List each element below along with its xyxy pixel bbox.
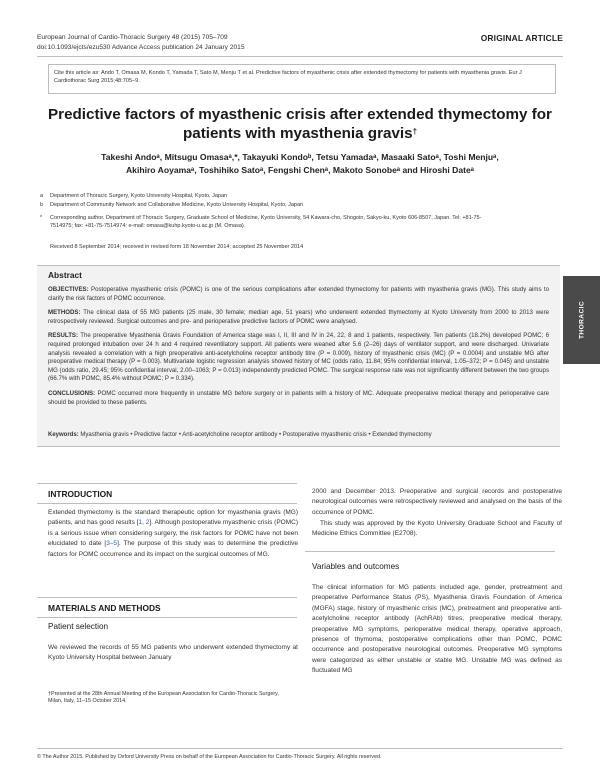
title-footnote-mark: † [412, 127, 418, 136]
mm-top-rule [37, 597, 297, 598]
materials-methods-heading: MATERIALS AND METHODS [48, 603, 161, 613]
conclusions-text: POMC occurred more frequently in unstable MG before surgery or in patients with a history of MC. Adequate preoperative medical therapy and perioperative care should be provided to these patients. [48, 389, 549, 406]
results-text: The preoperative Myasthenia Gravis Foundation of America stage was I, II, III and IV in 24, 22, 8 and 1 patients, respectively. Ten patients (18.2%) developed POMC; 6 required prolonged intubation over 24 h and 4 required reventilatory support. All patients were weaned after 5.6 (2–26) days of ventilator support, and were discharged. Univariate analysis revealed a correlation with a high preoperative anti-acetylcholine receptor antibody titre (P = 0.009), history of myasthenic crisis (MC) (P = 0.0004) and unstable MG after preoperative medical therapy (P = 0.003). Multivariate logistic regression analysis showed history of MC (odds ratio, 11.84; 95% confidential interval, 1.05–372; P = 0.045) and unstable MG (odds ratio, 29.45; 95% confidential interval, 2.00–1063; P = 0.013) independently predicted POMC. The surgical response rate was not significantly different between the two groups (66.7% with POMC, 85.4% without POMC; P = 0.334). [48, 332, 549, 383]
corresponding-mark: * [40, 215, 43, 221]
ref-link-3-5[interactable]: 3–5 [106, 540, 118, 548]
intro-top-rule [37, 483, 297, 484]
author-line-1: Takeshi Andoᵃ, Mitsugu Omasaᵃ,*, Takayuki Kondoᵇ, Tetsu Yamadaᵃ, Masaaki Satoᵃ, Toshi Menjuᵃ, [101, 152, 499, 162]
journal-doi-line: doi:10.1093/ejcts/ezu530 Advance Access publication 24 January 2015 [37, 43, 245, 51]
intro-text-c: ]. The purpose of this study was to determine the predictive factors for POMC occurrence and its impact on the surgical outcomes of MG. [48, 540, 298, 558]
affiliation-b-text: Department of Community Network and Collaborative Medicine, Kyoto University Hospital, Kyoto, Japan [50, 202, 304, 208]
title-line-2: patients with myasthenia gravis [182, 125, 413, 142]
corresponding-author [40, 215, 490, 230]
article-type-label: ORIGINAL ARTICLE [480, 33, 563, 43]
intro-paragraph [48, 508, 298, 560]
patient-selection-heading: Patient selection [48, 622, 109, 631]
journal-citation-line: European Journal of Cardio-Thoracic Surgery 48 (2015) 705–709 [37, 34, 228, 41]
abstract-results [48, 332, 549, 384]
methods-label: METHODS: [48, 309, 81, 317]
vo-top-rule [305, 551, 555, 552]
affiliation-a [40, 193, 490, 201]
corresponding-author-text: Corresponding author. Department of Thoracic Surgery, Graduate School of Medicine, Kyoto University, 54 Kawara-cho, Shogoin, Sakyo-ku, Kyoto 606-8507, Japan. Tel: +81-75-7514975; fax: +81-75-7514974; e-mail: omasa@kuhp.kyoto-u.ac.jp (M. Omasa). [50, 215, 482, 229]
affiliation-a-mark: a [40, 193, 44, 199]
methods-text: The clinical data of 55 MG patients (25 male, 30 female; median age, 51 years) who underwent extended thymectomy at Kyoto University from 2000 to 2013 were retrospectively reviewed. Surgical outcomes and pre- and perioperative predictive factors of POMC were analysed. [48, 309, 549, 325]
citation-label: Cite this article as: [54, 70, 100, 76]
title-line-1: Predictive factors of myasthenic crisis after extended thymectomy for [48, 106, 552, 123]
mm-bottom-rule [37, 617, 297, 618]
patient-selection-text: We reviewed the records of 55 MG patients who underwent extended thymectomy at Kyoto University Hospital between January [48, 644, 298, 662]
variables-outcomes-text: The clinical information for MG patients included age, gender, pretreatment and preoperative Performance Status (PS), Myasthenia Gravis Foundation of America (MGFA) stage, history of myasthenic crisis (MC), pretreatment and preoperative anti-acetylcholine receptor antibody (AchRAb) titres, preoperative medical therapy, preoperative MG symptoms, perioperative medical therapy, operative approach, presence of thymoma, postoperative complications other than POMC, POMC occurrence and postoperative neurological outcomes. Preoperative MG symptoms were categorized as either unstable or stable MG. Unstable MG was defined as fluctuated MG [312, 584, 562, 675]
variables-outcomes-heading: Variables and outcomes [312, 562, 400, 571]
right-paragraph-2: This study was approved by the Kyoto University Graduate School and Faculty of Medicine Ethics Committee (E2708). [312, 520, 562, 538]
section-side-tab [563, 276, 600, 364]
presentation-footnote: †Presented at the 28th Annual Meeting of the European Association for Cardio-Thoracic Surgery, Milan, Italy, 11–15 October 2014. [48, 691, 279, 705]
copyright-footer: © The Author 2015. Published by Oxford University Press on behalf of the European Association for Cardio-Thoracic Surgery. All rights reserved. [37, 754, 382, 760]
footer-divider [37, 748, 563, 749]
intro-bottom-rule [37, 503, 297, 504]
results-label: RESULTS: [48, 332, 79, 340]
abstract-objectives [48, 286, 549, 303]
side-tab-label: THORACIC [578, 301, 585, 339]
received-dates: Received 8 September 2014; received in revised form 18 November 2014; accepted 25 November 2014 [50, 244, 304, 250]
keywords-text: Myasthenia gravis • Predictive factor • Anti-acetylcholine receptor antibody • Postoperative myasthenic crisis • Extended thymectomy [80, 432, 432, 438]
keywords [48, 432, 432, 438]
conclusions-label: CONCLUSIONS: [48, 389, 96, 397]
right-paragraph-1: 2000 and December 2013. Preoperative and surgical records and postoperative neurological outcomes were retrospectively reviewed and analysed on the basis of the occurrence of POMC. [312, 488, 562, 516]
abstract-conclusions [48, 390, 549, 407]
author-line-2: Akihiro Aoyamaᵃ, Toshihiko Satoᵃ, Fengshi Chenᵃ, Makoto Sonobeᵃ and Hiroshi Dateᵃ [125, 165, 475, 175]
ref-link-1-2[interactable]: 1, 2 [138, 519, 150, 527]
abstract-methods [48, 309, 549, 326]
article-title [40, 105, 560, 143]
objectives-label: OBJECTIVES: [48, 286, 89, 293]
keywords-label: Keywords: [48, 432, 79, 438]
journal-info [37, 33, 244, 52]
affiliation-b-mark: b [40, 202, 44, 208]
affiliation-a-text: Department of Thoracic Surgery, Kyoto University Hospital, Kyoto, Japan [50, 193, 228, 199]
author-list [60, 151, 540, 177]
header-divider [37, 56, 563, 57]
citation-text: Ando T, Omasa M, Kondo T, Yamada T, Sato M, Menju T et al. Predictive factors of myasthenic crisis after extended thymectomy for patients with myasthenia gravis. Eur J Cardiothorac Surg 2015;48:705–9. [54, 70, 522, 84]
objectives-text: Postoperative myasthenic crisis (POMC) is one of the serious complications after extended thymectomy for patients with myasthenia gravis (MG). This study aims to clarify the risk factors of POMC occurrence. [48, 286, 549, 302]
citation-box [48, 64, 556, 94]
intro-text-a: Extended thymectomy is the standard therapeutic option for myasthenia gravis (MG) patients, and has good results [ [48, 509, 298, 527]
abstract-box [37, 265, 560, 447]
affiliation-b [40, 202, 490, 210]
abstract-heading: Abstract [48, 270, 82, 280]
intro-text-b: ]. Although postoperative myasthenic crisis (POMC) is a serious issue when considering surgery, the risk factors for POMC have not been elucidated to date [ [48, 519, 298, 548]
intro-heading: INTRODUCTION [48, 489, 113, 499]
